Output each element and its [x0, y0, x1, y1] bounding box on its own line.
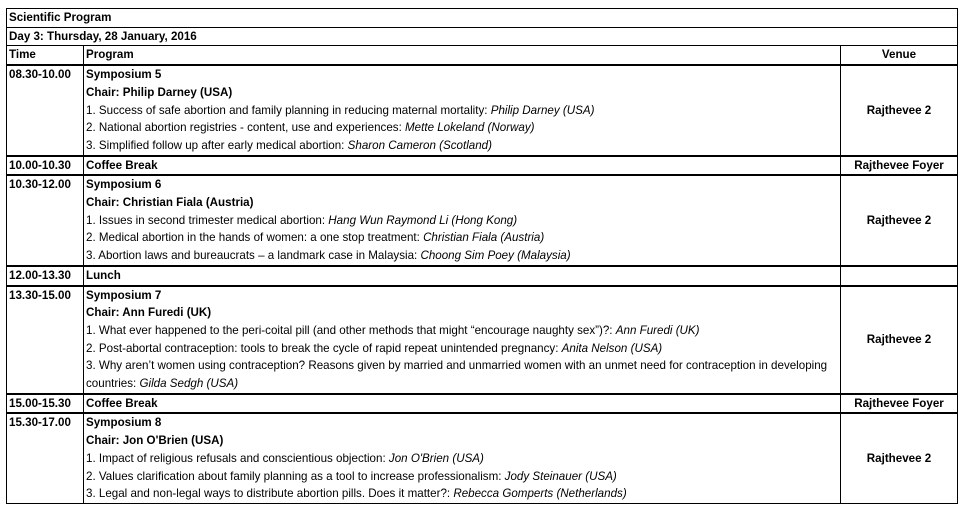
talk-item — [86, 102, 838, 120]
talk-item — [86, 229, 838, 247]
talk-title: 2. Medical abortion in the hands of women: a one stop treatment: — [86, 231, 424, 245]
talk-speaker: Gilda Sedgh (USA) — [139, 377, 239, 391]
talk-speaker: Philip Darney (USA) — [490, 103, 595, 117]
venue-header: Venue — [841, 46, 958, 65]
session-title: Coffee Break — [86, 158, 158, 172]
session-venue: Rajthevee 2 — [841, 65, 958, 156]
session-program — [84, 156, 841, 176]
session-chair: Chair: Christian Fiala (Austria) — [86, 196, 254, 210]
session-row — [7, 286, 958, 394]
session-venue: Rajthevee 2 — [841, 286, 958, 394]
talk-item — [86, 119, 838, 137]
talk-item — [86, 357, 838, 392]
header-row — [7, 46, 958, 65]
session-title: Lunch — [86, 268, 121, 282]
talk-item — [86, 322, 838, 340]
session-title: Symposium 7 — [86, 288, 162, 302]
talk-item — [86, 468, 838, 486]
session-row — [7, 266, 958, 286]
talk-title: 3. Abortion laws and bureaucrats – a landmark case in Malaysia: — [86, 249, 421, 263]
session-venue: Rajthevee 2 — [841, 175, 958, 266]
talk-item — [86, 137, 838, 155]
session-time: 15.30-17.00 — [7, 413, 84, 503]
talk-speaker: Hang Wun Raymond Li (Hong Kong) — [328, 213, 518, 227]
talk-item — [86, 450, 838, 468]
session-chair: Chair: Philip Darney (USA) — [86, 85, 233, 99]
program-table — [6, 8, 958, 504]
talk-title: 2. Values clarification about family planning as a tool to increase professionalism: — [86, 469, 505, 483]
talk-item — [86, 212, 838, 230]
talk-item — [86, 485, 838, 503]
time-header: Time — [7, 46, 84, 65]
session-title: Symposium 8 — [86, 416, 162, 430]
talk-title: 3. Simplified follow up after early medical abortion: — [86, 138, 348, 152]
session-title: Symposium 5 — [86, 68, 162, 82]
title-row — [7, 9, 958, 28]
session-program — [84, 286, 841, 394]
session-time: 13.30-15.00 — [7, 286, 84, 394]
session-title: Coffee Break — [86, 396, 158, 410]
day-row — [7, 27, 958, 46]
talk-title: 1. What ever happened to the peri-coital pill (and other methods that might “encourage naughty sex”)?: — [86, 323, 616, 337]
session-program — [84, 413, 841, 503]
program-title: Scientific Program — [7, 9, 958, 28]
session-time: 10.00-10.30 — [7, 156, 84, 176]
talk-speaker: Sharon Cameron (Scotland) — [347, 138, 492, 152]
session-time: 10.30-12.00 — [7, 175, 84, 266]
session-venue: Rajthevee Foyer — [841, 394, 958, 414]
program-header: Program — [84, 46, 841, 65]
session-program — [84, 175, 841, 266]
session-row — [7, 394, 958, 414]
talk-item — [86, 340, 838, 358]
talk-title: 1. Impact of religious refusals and conscientious objection: — [86, 451, 389, 465]
session-program — [84, 266, 841, 286]
talk-speaker: Jon O'Brien (USA) — [388, 451, 484, 465]
program-sheet — [6, 8, 957, 504]
session-venue: Rajthevee 2 — [841, 413, 958, 503]
talk-title: 3. Legal and non-legal ways to distribute abortion pills. Does it matter?: — [86, 487, 454, 501]
session-row — [7, 65, 958, 156]
session-time: 15.00-15.30 — [7, 394, 84, 414]
day-heading: Day 3: Thursday, 28 January, 2016 — [7, 27, 958, 46]
talk-speaker: Christian Fiala (Austria) — [423, 231, 545, 245]
talk-title: 2. National abortion registries - content, use and experiences: — [86, 121, 406, 135]
talk-title: 3. Why aren’t women using contraception? Reasons given by married and unmarried women with an unmet need for contraception in developing countries: — [86, 359, 828, 391]
session-chair: Chair: Ann Furedi (UK) — [86, 306, 212, 320]
talk-item — [86, 247, 838, 265]
talk-speaker: Jody Steinauer (USA) — [504, 469, 617, 483]
talk-title: 2. Post-abortal contraception: tools to break the cycle of rapid repeat unintended pregnancy: — [86, 341, 562, 355]
talk-speaker: Choong Sim Poey (Malaysia) — [420, 249, 571, 263]
talk-title: 1. Success of safe abortion and family planning in reducing maternal mortality: — [86, 103, 491, 117]
session-venue — [841, 266, 958, 286]
talk-speaker: Mette Lokeland (Norway) — [405, 121, 535, 135]
session-program — [84, 394, 841, 414]
session-row — [7, 156, 958, 176]
session-time: 12.00-13.30 — [7, 266, 84, 286]
session-venue: Rajthevee Foyer — [841, 156, 958, 176]
talk-title: 1. Issues in second trimester medical abortion: — [86, 213, 329, 227]
session-program — [84, 65, 841, 156]
session-time: 08.30-10.00 — [7, 65, 84, 156]
talk-speaker: Rebecca Gomperts (Netherlands) — [453, 487, 627, 501]
session-chair: Chair: Jon O'Brien (USA) — [86, 434, 224, 448]
session-title: Symposium 6 — [86, 178, 162, 192]
talk-speaker: Anita Nelson (USA) — [561, 341, 663, 355]
session-row — [7, 413, 958, 503]
session-row — [7, 175, 958, 266]
talk-speaker: Ann Furedi (UK) — [615, 323, 700, 337]
